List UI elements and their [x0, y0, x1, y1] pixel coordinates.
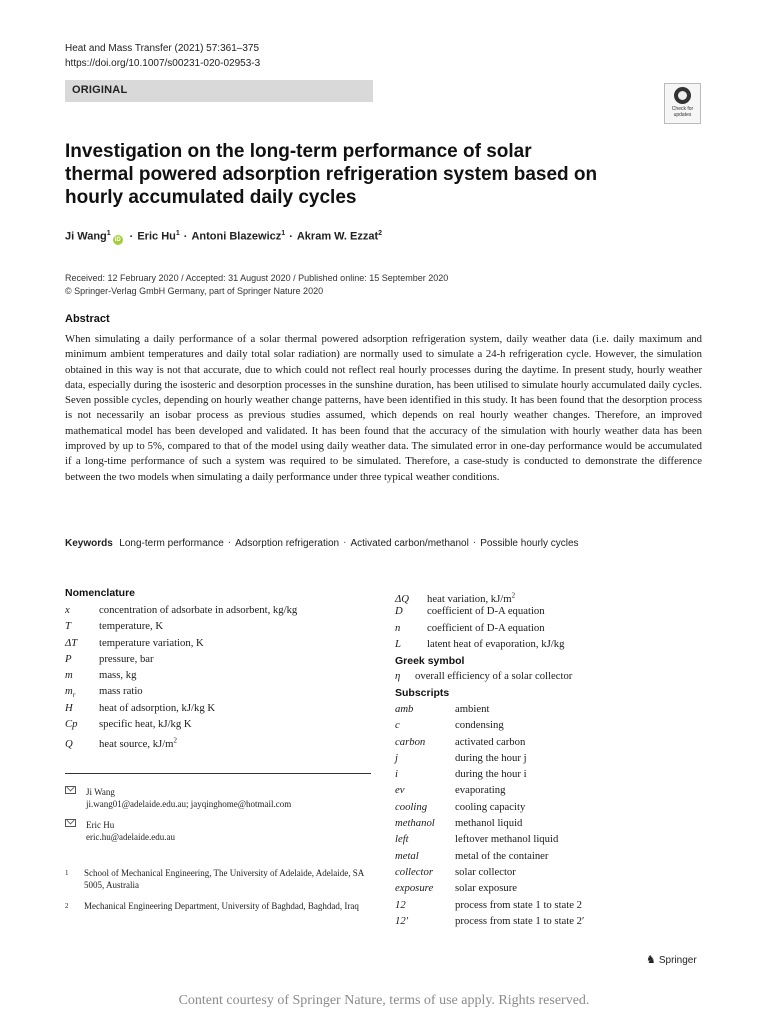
subscript-symbol: carbon: [395, 735, 426, 748]
envelope-icon: [65, 786, 76, 794]
corresponding-author-name: Ji Wang: [86, 787, 115, 797]
abstract-text: When simulating a daily performance of a solar thermal powered adsorption refrigeration system, daily weather data (i.e. daily maximum and minimum ambient temperatures and daily total solar radiation) are normally used to simulate a 24-h refrigeration cycle. However, the simulation obtained in this way is not that accurate, due to which could not reflect real hourly processes during the daytime. In present study, hourly weather data, especially during the isosteric and desorption processes in the sunshine duration, has been utilised to simulate hourly accumulated daily cycles. Seven possible cycles, depending on hourly weather change patterns, have been identified in this study. It has been found that the desorption process is not necessarily an isobar process as previous studies assumed, which depends on real hourly weather changes. Therefore, an improved mathematical model has been developed and validated. It has been found that the accuracy of the simulation with hourly weather data has been improved by up to 5%, compared to that of the model using daily weather data. The simulated error in one-day performance would be accumulated if a long-time performance of such a system was required to be simulated. Therefore, a case-study is conducted to demonstrate the difference between the two models when simulating a daily performance under three typical weather conditions.: [65, 333, 702, 483]
keywords-line: [65, 538, 579, 549]
author-separator: ·: [183, 230, 188, 243]
subscript-row: [395, 815, 584, 831]
envelope-icon: [65, 819, 76, 827]
nomenclature-symbol: ΔQ: [395, 592, 409, 605]
subscript-description: methanol liquid: [455, 817, 523, 830]
author-list: [65, 230, 382, 245]
copyright-notice: © Springer-Verlag GmbH Germany, part of Springer Nature 2020: [65, 286, 324, 296]
nomenclature-description: pressure, bar: [99, 652, 154, 665]
subscript-description: during the hour i: [455, 768, 527, 781]
nomenclature-row: [65, 602, 297, 618]
nomenclature-heading: Nomenclature: [65, 587, 136, 599]
greek-symbol-heading: Greek symbol: [395, 655, 465, 667]
check-for-updates-badge[interactable]: [664, 83, 701, 124]
nomenclature-description: heat of adsorption, kJ/kg K: [99, 701, 216, 714]
keyword-separator: ·: [472, 538, 477, 549]
keyword[interactable]: Adsorption refrigeration: [235, 538, 340, 549]
nomenclature-symbol: L: [395, 637, 401, 650]
subscript-description: ambient: [455, 703, 490, 715]
nomenclature-symbol: T: [65, 620, 71, 633]
subscripts-heading: Subscripts: [395, 687, 450, 699]
nomenclature-description: coefficient of D-A equation: [427, 621, 545, 634]
corresponding-author-email[interactable]: eric.hu@adelaide.edu.au: [86, 832, 175, 842]
affiliation: [65, 867, 375, 893]
subscript-row: [395, 897, 584, 913]
nomenclature-symbol: Cp: [65, 718, 78, 731]
author-name[interactable]: Ji Wang: [65, 230, 107, 243]
nomenclature-symbol: m: [65, 669, 73, 682]
subscript-symbol: j: [395, 751, 398, 764]
author-affiliation-mark: 2: [378, 230, 383, 237]
subscript-symbol: i: [395, 768, 398, 781]
nomenclature-row: [65, 635, 297, 651]
article-title: Investigation on the long-term performance of solar thermal powered adsorption refrigeration system based on hourly accumulated daily cycles: [65, 141, 598, 208]
article-type-label: ORIGINAL: [72, 84, 128, 96]
subscript-row: [395, 782, 584, 798]
corresponding-author-name: Eric Hu: [86, 820, 115, 830]
nomenclature-description: heat variation, $kJ/m^2$: [427, 591, 516, 605]
subscript-row: [395, 750, 584, 766]
affiliation-text: Mechanical Engineering Department, University of Baghdad, Baghdad, Iraq: [84, 901, 359, 911]
nomenclature-description: concentration of adsorbate in adsorbent, kg/kg: [99, 604, 298, 616]
nomenclature-row: [65, 618, 297, 634]
subscript-symbol: left: [395, 833, 409, 846]
nomenclature-description: heat source, $kJ/m^2$: [99, 736, 177, 750]
subscript-description: leftover methanol liquid: [455, 833, 559, 846]
orcid-icon[interactable]: iD: [114, 236, 121, 243]
subscript-row: [395, 880, 584, 896]
corresponding-author: [65, 819, 175, 843]
subscript-description: metal of the container: [455, 849, 549, 862]
abstract-heading: Abstract: [65, 313, 110, 325]
subscript-description: process from state 1 to state 2′: [455, 914, 585, 927]
nomenclature-row: [65, 683, 297, 699]
nomenclature-symbol: P: [65, 652, 72, 665]
keyword-separator: ·: [343, 538, 347, 549]
author-separator: ·: [289, 230, 293, 243]
corresponding-author: [65, 786, 291, 810]
author-affiliation-mark: 1: [175, 230, 180, 237]
greek-symbol-list: [395, 668, 572, 684]
subscript-row: [395, 864, 584, 880]
nomenclature-row: [65, 651, 297, 667]
subscript-symbol: metal: [395, 849, 419, 862]
nomenclature-description: coefficient of D-A equation: [427, 605, 545, 618]
nomenclature-list: [65, 602, 297, 749]
publisher-name: Springer: [658, 955, 697, 966]
affiliation-number: 2: [65, 902, 69, 910]
keyword-separator: ·: [227, 538, 232, 549]
author-affiliation-mark: 1: [106, 230, 111, 237]
nomenclature-description: mass, kg: [99, 669, 137, 682]
nomenclature-row: [395, 603, 564, 619]
subscript-description: evaporating: [455, 784, 506, 797]
subscript-symbol: cooling: [395, 800, 428, 813]
nomenclature-description: temperature variation, K: [99, 636, 204, 649]
nomenclature-row: [395, 636, 564, 652]
affiliation-text: School of Mechanical Engineering, The University of Adelaide, Adelaide, SA 5005, Australia: [84, 868, 364, 890]
subscript-row: [395, 913, 584, 929]
keyword[interactable]: Possible hourly cycles: [480, 538, 579, 549]
affiliation-number: 1: [65, 869, 69, 877]
subscript-symbol: 12′: [395, 914, 409, 927]
subscript-description: activated carbon: [455, 735, 526, 748]
subscript-description: condensing: [455, 719, 504, 732]
greek-symbol-description: overall efficiency of a solar collector: [415, 670, 573, 682]
nomenclature-symbol: ΔT: [65, 636, 78, 649]
subscript-symbol: collector: [395, 865, 433, 878]
nomenclature-row: [395, 620, 564, 636]
subscripts-list: [395, 701, 584, 929]
keywords-label: Keywords: [65, 538, 113, 549]
subscript-symbol: 12: [395, 898, 406, 911]
footnote-divider: [65, 773, 371, 774]
author-affiliation-mark: 1: [281, 230, 286, 237]
subscript-row: [395, 701, 584, 717]
subscript-description: cooling capacity: [455, 800, 526, 813]
check-for-updates-icon: [674, 87, 691, 104]
author-name[interactable]: Antoni Blazewicz: [191, 230, 282, 243]
springer-horse-icon: ♞: [646, 954, 656, 966]
subscript-row: [395, 766, 584, 782]
subscript-row: [395, 734, 584, 750]
courtesy-footer: Content courtesy of Springer Nature, terms of use apply. Rights reserved.: [178, 993, 590, 1008]
subscript-description: process from state 1 to state 2: [455, 898, 583, 911]
nomenclature-list-continued: [395, 587, 564, 652]
author-name[interactable]: Eric Hu: [137, 230, 176, 243]
subscript-symbol: methanol: [395, 817, 435, 830]
publisher-logo: [646, 953, 697, 966]
author-separator: ·: [129, 230, 134, 243]
nomenclature-description: specific heat, kJ/kg K: [99, 718, 192, 731]
nomenclature-description: latent heat of evaporation, kJ/kg: [427, 637, 565, 650]
doi-link[interactable]: https://doi.org/10.1007/s00231-020-02953-3: [65, 58, 261, 69]
greek-symbol: η: [395, 670, 401, 682]
subscript-row: [395, 799, 584, 815]
nomenclature-symbol: x: [65, 604, 70, 616]
nomenclature-row: [65, 716, 297, 732]
subscript-description: during the hour j: [455, 751, 527, 764]
nomenclature-description: mass ratio: [99, 685, 143, 698]
subscript-symbol: ev: [395, 784, 405, 797]
affiliation: [65, 900, 375, 926]
nomenclature-symbol: Q: [65, 737, 73, 750]
subscript-symbol: exposure: [395, 882, 434, 895]
subscript-description: solar collector: [455, 865, 516, 878]
nomenclature-symbol: n: [395, 621, 401, 634]
subscript-description: solar exposure: [455, 882, 518, 895]
nomenclature-symbol: $m_r$: [65, 685, 76, 700]
nomenclature-symbol: D: [395, 605, 403, 618]
subscript-symbol: c: [395, 719, 400, 732]
nomenclature-row: [65, 732, 297, 748]
journal-header: [65, 41, 260, 71]
keyword[interactable]: Activated carbon/methanol: [350, 538, 469, 549]
publication-dates: [65, 272, 448, 298]
subscript-symbol: amb: [395, 703, 414, 715]
nomenclature-symbol: H: [65, 701, 73, 714]
nomenclature-row: [395, 587, 564, 603]
journal-citation: Heat and Mass Transfer (2021) 57:361–375: [65, 43, 260, 54]
history-dates: Received: 12 February 2020 / Accepted: 31 August 2020 / Published online: 15 September 2020: [65, 273, 449, 283]
article-type-bar: [65, 80, 373, 102]
greek-symbol-row: [395, 668, 572, 684]
nomenclature-row: [65, 667, 297, 683]
subscript-row: [395, 717, 584, 733]
keyword[interactable]: Long-term performance: [119, 538, 224, 549]
nomenclature-description: temperature, K: [99, 620, 164, 633]
check-for-updates-text: Check for updates: [671, 106, 694, 118]
corresponding-author-email[interactable]: ji.wang01@adelaide.edu.au; jayqinghome@hotmail.com: [86, 799, 292, 809]
author-name[interactable]: Akram W. Ezzat: [296, 230, 379, 243]
nomenclature-row: [65, 700, 297, 716]
subscript-row: [395, 831, 584, 847]
subscript-row: [395, 848, 584, 864]
